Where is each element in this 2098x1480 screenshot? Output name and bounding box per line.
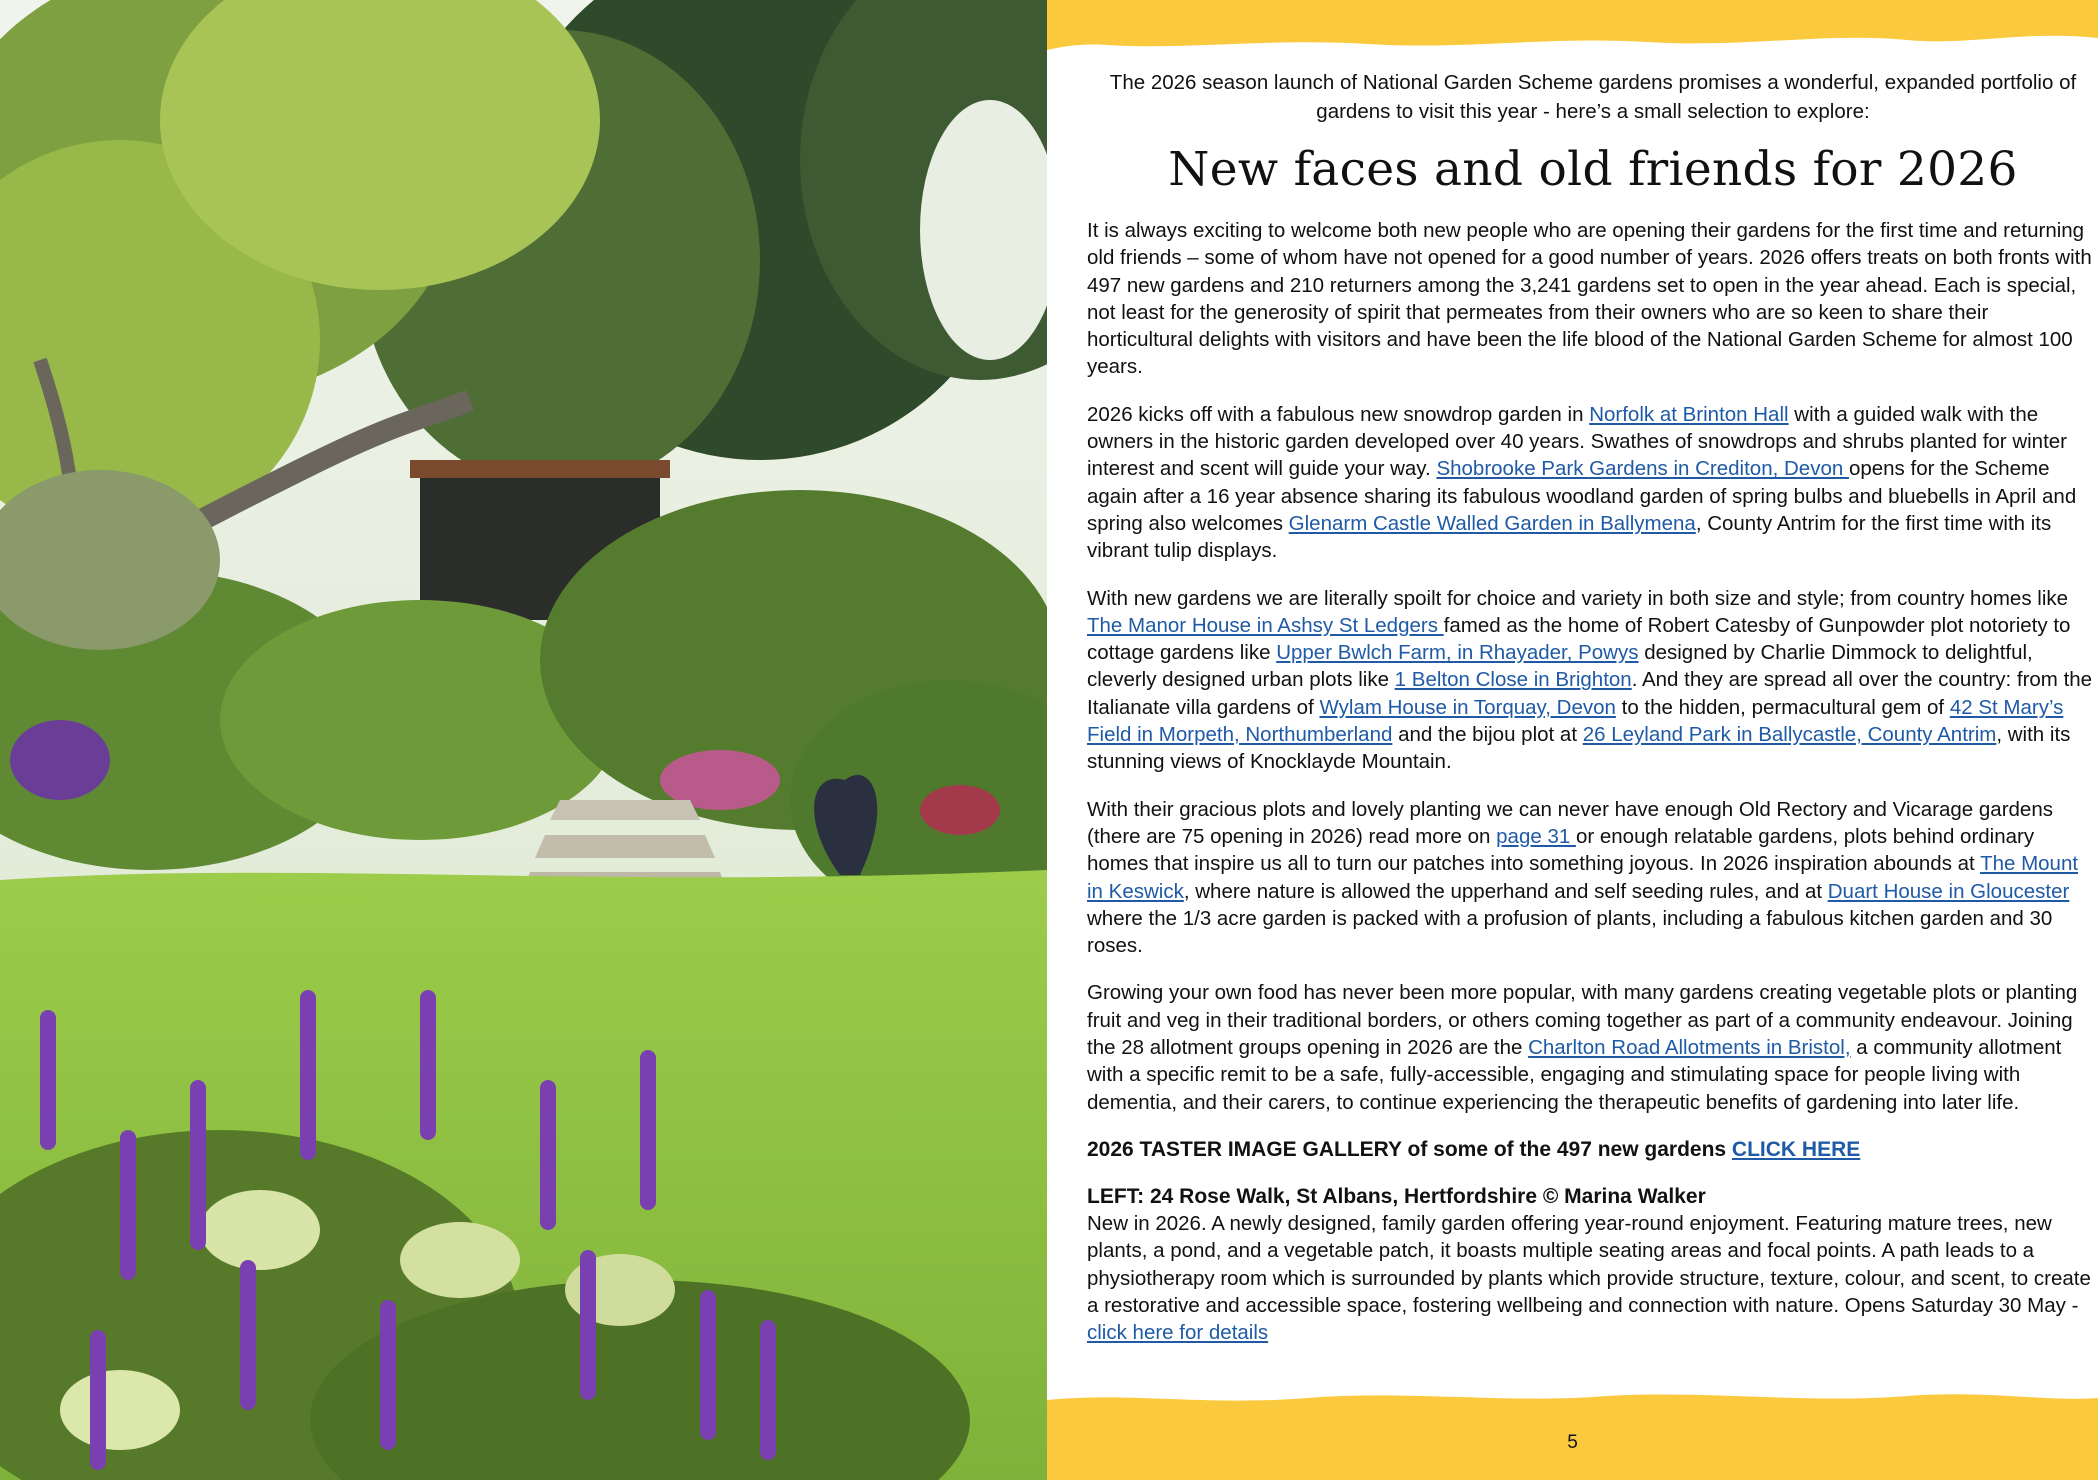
p3-text-4: . And they are spread all over the country: from the Italianate villa gardens of xyxy=(1087,668,2093,719)
p3-text-2: famed as the home of Robert Catesby of Gunpowder plot notoriety to cottage gardens like xyxy=(1087,613,2071,665)
link-upper-bwlch-farm[interactable]: Upper Bwlch Farm, in Rhayader, Powys xyxy=(1276,641,1639,665)
garden-illustration xyxy=(0,0,1047,1480)
link-st-marys-field[interactable]: 42 St Mary’s Field in Morpeth, Northumberland xyxy=(1087,695,2064,747)
p3-text-7: , with its stunning views of Knocklayde Mountain. xyxy=(1087,723,2071,774)
p4-text-3: , where nature is allowed the upperhand and self seeding rules, and at xyxy=(1183,879,1828,903)
paragraph-3 xyxy=(1087,585,2098,776)
p2-text-1: 2026 kicks off with a fabulous new snowdrop garden in xyxy=(1087,402,1590,426)
caption-text: New in 2026. A newly designed, family garden offering year-round enjoyment. Featuring mature trees, new plants, a pond, and a vegetable patch, it boasts multiple seating areas and focal points. A path leads to a physiotherapy room which is surrounded by plants which provide structure, texture, colour, and scent, to create a restorative and accessible space, fostering wellbeing and connection with nature. Opens Saturday 30 May - xyxy=(1087,1211,2091,1317)
link-shobrooke-park[interactable]: Shobrooke Park Gardens in Crediton, Devon xyxy=(1436,457,1849,481)
link-page-31[interactable]: page 31 xyxy=(1496,824,1576,848)
paragraph-2 xyxy=(1087,401,2098,565)
article-content xyxy=(1087,68,2098,1346)
link-duart-house[interactable]: Duart House in Gloucester xyxy=(1827,879,2070,903)
link-leyland-park[interactable]: 26 Leyland Park in Ballycastle, County Antrim xyxy=(1582,723,1997,747)
gallery-callout xyxy=(1087,1136,2098,1163)
p2-text-2: with a guided walk with the owners in the historic garden developed over 40 years. Swathes of snowdrops and shrubs planted for winter interest and scent will guide your way. xyxy=(1087,402,2068,481)
link-manor-house[interactable]: The Manor House in Ashsy St Ledgers xyxy=(1087,613,1444,637)
link-charlton-road-allotments[interactable]: Charlton Road Allotments in Bristol, xyxy=(1528,1036,1851,1060)
p3-text-5: to the hidden, permacultural gem of xyxy=(1615,695,1950,719)
paragraph-4 xyxy=(1087,796,2098,960)
paragraph-5 xyxy=(1087,979,2098,1115)
photo-caption xyxy=(1087,1210,2098,1346)
gallery-text: 2026 TASTER IMAGE GALLERY of some of the 497 new gardens xyxy=(1087,1137,1732,1161)
paragraph-1: It is always exciting to welcome both new people who are opening their gardens for the first time and returning old friends – some of whom have not opened for a good number of years. 2026 offers treats on both fronts with 497 new gardens and 210 returners among the 3,241 gardens set to open in the year ahead. Each is special, not least for the generosity of spirit that permeates from their owners who are so keen to share their horticultural delights with visitors and have been the life blood of the National Garden Scheme for almost 100 years. xyxy=(1087,219,2092,379)
p4-text-2: or enough relatable gardens, plots behind ordinary homes that inspire us all to turn our patches into something joyous. In 2026 inspiration abounds at xyxy=(1087,824,2035,876)
top-yellow-band xyxy=(1047,0,2098,70)
bottom-yellow-band xyxy=(1047,1380,2098,1480)
intro-text: The 2026 season launch of National Garden Scheme gardens promises a wonderful, expanded portfolio of gardens to visit this year - here’s a small selection to explore: xyxy=(1109,71,2077,123)
link-wylam-house[interactable]: Wylam House in Torquay, Devon xyxy=(1319,695,1616,719)
garden-photo xyxy=(0,0,1047,1480)
p4-text-1: With their gracious plots and lovely planting we can never have enough Old Rectory and Vicarage gardens (there are 75 opening in 2026) read more on xyxy=(1087,797,2053,848)
details-link[interactable]: click here for details xyxy=(1087,1321,1269,1345)
p4-text-4: where the 1/3 acre garden is packed with a profusion of plants, including a fabulous kitchen garden and 30 roses. xyxy=(1087,906,2053,958)
link-glenarm-castle[interactable]: Glenarm Castle Walled Garden in Ballymena xyxy=(1288,511,1696,535)
headline: New faces and old friends for 2026 xyxy=(1168,142,2018,197)
gallery-click-here-link[interactable]: CLICK HERE xyxy=(1731,1137,1861,1161)
p3-text-6: and the bijou plot at xyxy=(1392,723,1583,747)
article-page xyxy=(1047,0,2098,1480)
link-the-mount-keswick[interactable]: The Mount in Keswick xyxy=(1087,852,2079,903)
link-belton-close[interactable]: 1 Belton Close in Brighton xyxy=(1394,668,1632,692)
p2-text-3: opens for the Scheme again after a 16 year absence sharing its fabulous woodland garden of spring bulbs and bluebells in April and spring also welcomes xyxy=(1087,457,2077,535)
link-brinton-hall[interactable]: Norfolk at Brinton Hall xyxy=(1589,402,1789,426)
p3-text-1: With new gardens we are literally spoilt for choice and variety in both size and style; from country homes like xyxy=(1087,586,2069,610)
p5-text-2: a community allotment with a specific remit to be a safe, fully-accessible, engaging and stimulating space for people living with dementia, and their carers, to continue experiencing the therapeutic benefits of gardening into later life. xyxy=(1087,1036,2062,1114)
p5-text-1: Growing your own food has never been more popular, with many gardens creating vegetable plots or planting fruit and veg in their traditional borders, or others coming together as part of a community endeavour. Joining the 28 allotment groups opening in 2026 are the xyxy=(1087,981,2078,1060)
p2-text-4: , County Antrim for the first time with its vibrant tulip displays. xyxy=(1087,511,2052,563)
photo-caption-title: LEFT: 24 Rose Walk, St Albans, Hertfordshire © Marina Walker xyxy=(1087,1184,1706,1208)
page-number: 5 xyxy=(1567,1432,1578,1453)
p3-text-3: designed by Charlie Dimmock to delightful, cleverly designed urban plots like xyxy=(1087,641,2033,692)
